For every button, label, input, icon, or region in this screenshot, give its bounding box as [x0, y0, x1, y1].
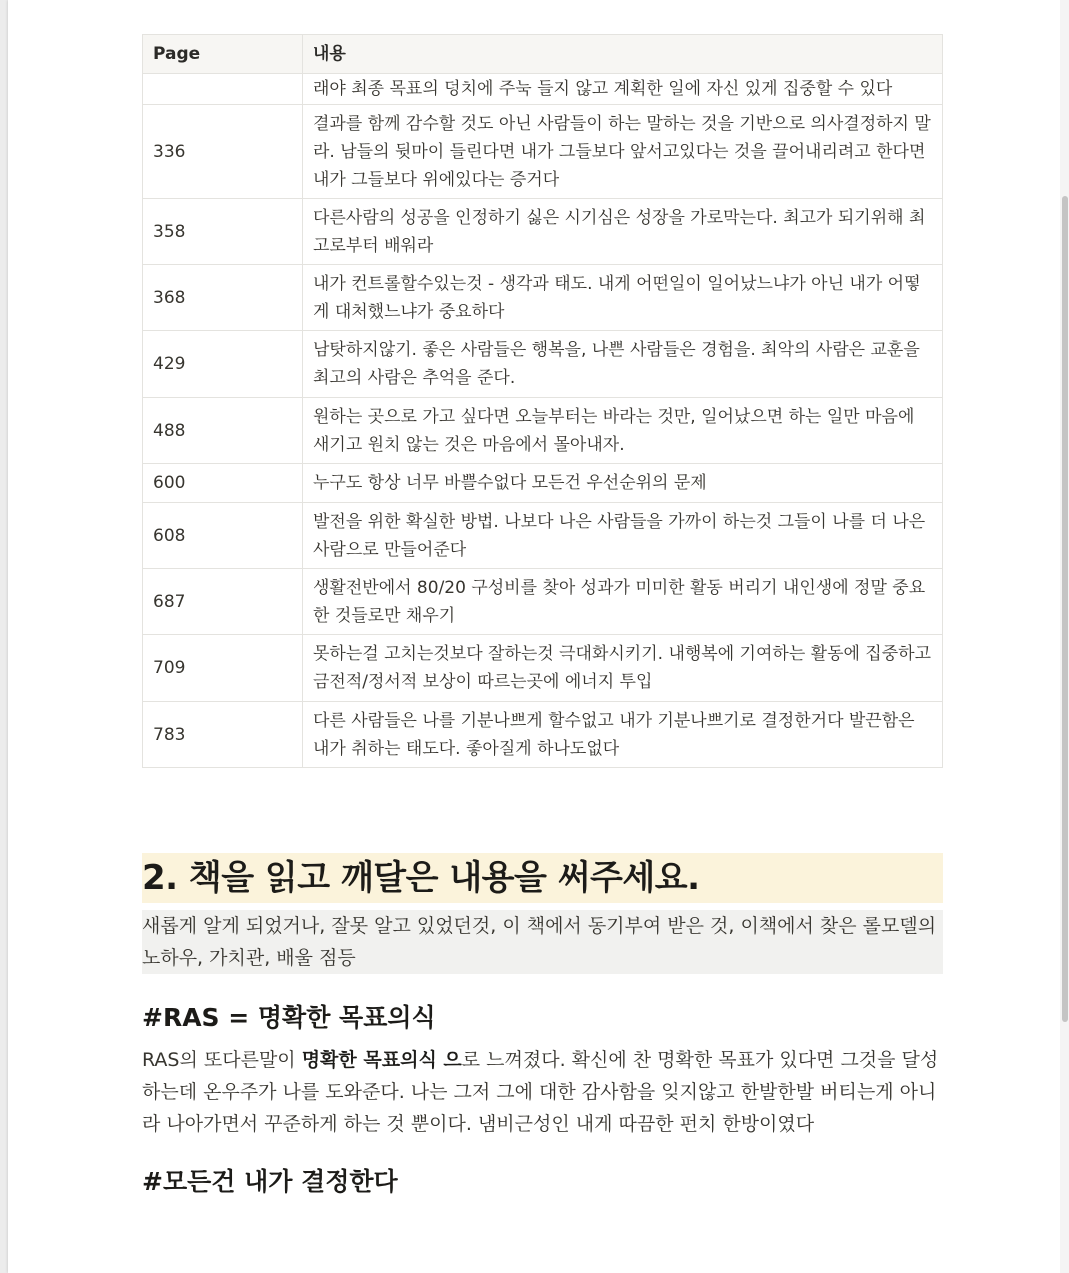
page-cell[interactable]: 358 — [143, 199, 303, 265]
content-column-header[interactable]: 내용 — [303, 35, 943, 74]
content-cell[interactable]: 다른사람의 성공을 인정하기 싫은 시기심은 성장을 가로막는다. 최고가 되기위해 최고로부터 배워라 — [303, 199, 943, 265]
table-header-row — [143, 35, 943, 74]
page-cell[interactable]: 600 — [143, 464, 303, 503]
content-cell[interactable]: 내가 컨트롤할수있는것 - 생각과 태도. 내게 어떤일이 일어났느냐가 아닌 내가 어떻게 대처했느냐가 중요하다 — [303, 265, 943, 331]
table-row — [143, 569, 943, 635]
section-heading[interactable]: 2. 책을 읽고 깨달은 내용을 써주세요. — [142, 853, 943, 903]
quotes-table — [142, 34, 943, 768]
content-cell[interactable]: 원하는 곳으로 가고 싶다면 오늘부터는 바라는 것만, 일어났으면 하는 일만 마음에 새기고 원치 않는 것은 마음에서 몰아내자. — [303, 398, 943, 464]
table-row — [143, 331, 943, 398]
content-cell[interactable]: 누구도 항상 너무 바쁠수없다 모든건 우선순위의 문제 — [303, 464, 943, 503]
ras-paragraph-bold: 명확한 목표의식 으 — [301, 1049, 462, 1071]
scrollbar-track[interactable] — [1060, 0, 1069, 1273]
table-row — [143, 74, 943, 105]
content-cell[interactable]: 다른 사람들은 나를 기분나쁘게 할수없고 내가 기분나쁘기로 결정한거다 발끈함은 내가 취하는 태도다. 좋아질게 하나도없다 — [303, 702, 943, 768]
ras-paragraph-prefix: RAS의 또다른말이 — [142, 1049, 302, 1071]
document-page — [8, 0, 1060, 1273]
content-cell[interactable]: 래야 최종 목표의 덩치에 주눅 들지 않고 계획한 일에 자신 있게 집중할 수 있다 — [303, 74, 943, 105]
prompt-callout[interactable]: 새롭게 알게 되었거나, 잘못 알고 있었던것, 이 책에서 동기부여 받은 것, 이책에서 찾은 롤모델의 노하우, 가치관, 배울 점등 — [142, 910, 943, 974]
ras-paragraph[interactable] — [142, 1044, 943, 1140]
table-row — [143, 702, 943, 768]
content-cell[interactable]: 생활전반에서 80/20 구성비를 찾아 성과가 미미한 활동 버리기 내인생에 정말 중요한 것들로만 채우기 — [303, 569, 943, 635]
content-cell[interactable]: 발전을 위한 확실한 방법. 나보다 나은 사람들을 가까이 하는것 그들이 나를 더 나은 사람으로 만들어준다 — [303, 503, 943, 569]
table-row — [143, 105, 943, 199]
content-cell[interactable]: 남탓하지않기. 좋은 사람들은 행복을, 나쁜 사람들은 경험을. 최악의 사람은 교훈을 최고의 사람은 추억을 준다. — [303, 331, 943, 398]
table-row — [143, 503, 943, 569]
ras-heading[interactable]: #RAS = 명확한 목표의식 — [142, 1003, 436, 1032]
page-cell[interactable]: 488 — [143, 398, 303, 464]
table-row — [143, 265, 943, 331]
page-cell[interactable]: 608 — [143, 503, 303, 569]
page-cell[interactable]: 783 — [143, 702, 303, 768]
table-row — [143, 635, 943, 702]
page-cell[interactable] — [143, 74, 303, 105]
page-cell[interactable]: 709 — [143, 635, 303, 702]
page-cell[interactable]: 687 — [143, 569, 303, 635]
content-cell[interactable]: 못하는걸 고치는것보다 잘하는것 극대화시키기. 내행복에 기여하는 활동에 집중하고 금전적/정서적 보상이 따르는곳에 에너지 투입 — [303, 635, 943, 702]
decide-heading[interactable]: #모든건 내가 결정한다 — [142, 1167, 398, 1196]
table-row — [143, 398, 943, 464]
table-row — [143, 199, 943, 265]
scrollbar-thumb[interactable] — [1062, 196, 1068, 1022]
table-row — [143, 464, 943, 503]
page-column-header[interactable]: Page — [143, 35, 303, 74]
page-cell[interactable]: 368 — [143, 265, 303, 331]
page-cell[interactable]: 429 — [143, 331, 303, 398]
page-cell[interactable]: 336 — [143, 105, 303, 199]
ras-paragraph-suffix: 로 느껴졌다. 확신에 찬 명확한 목표가 있다면 그것을 달성하는데 온우주가 나를 도와준다. 나는 그저 그에 대한 감사함을 잊지않고 한발한발 버티는게 아니라 나아가면서 꾸준하게 하는 것 뿐이다. 냄비근성인 내게 따끔한 펀치 한방이였다 — [142, 1049, 939, 1135]
content-cell[interactable]: 결과를 함께 감수할 것도 아닌 사람들이 하는 말하는 것을 기반으로 의사결정하지 말라. 남들의 뒷마이 들린다면 내가 그들보다 앞서고있다는 것을 끌어내리려고 한다면 내가 그들보다 위에있다는 증거다 — [303, 105, 943, 199]
